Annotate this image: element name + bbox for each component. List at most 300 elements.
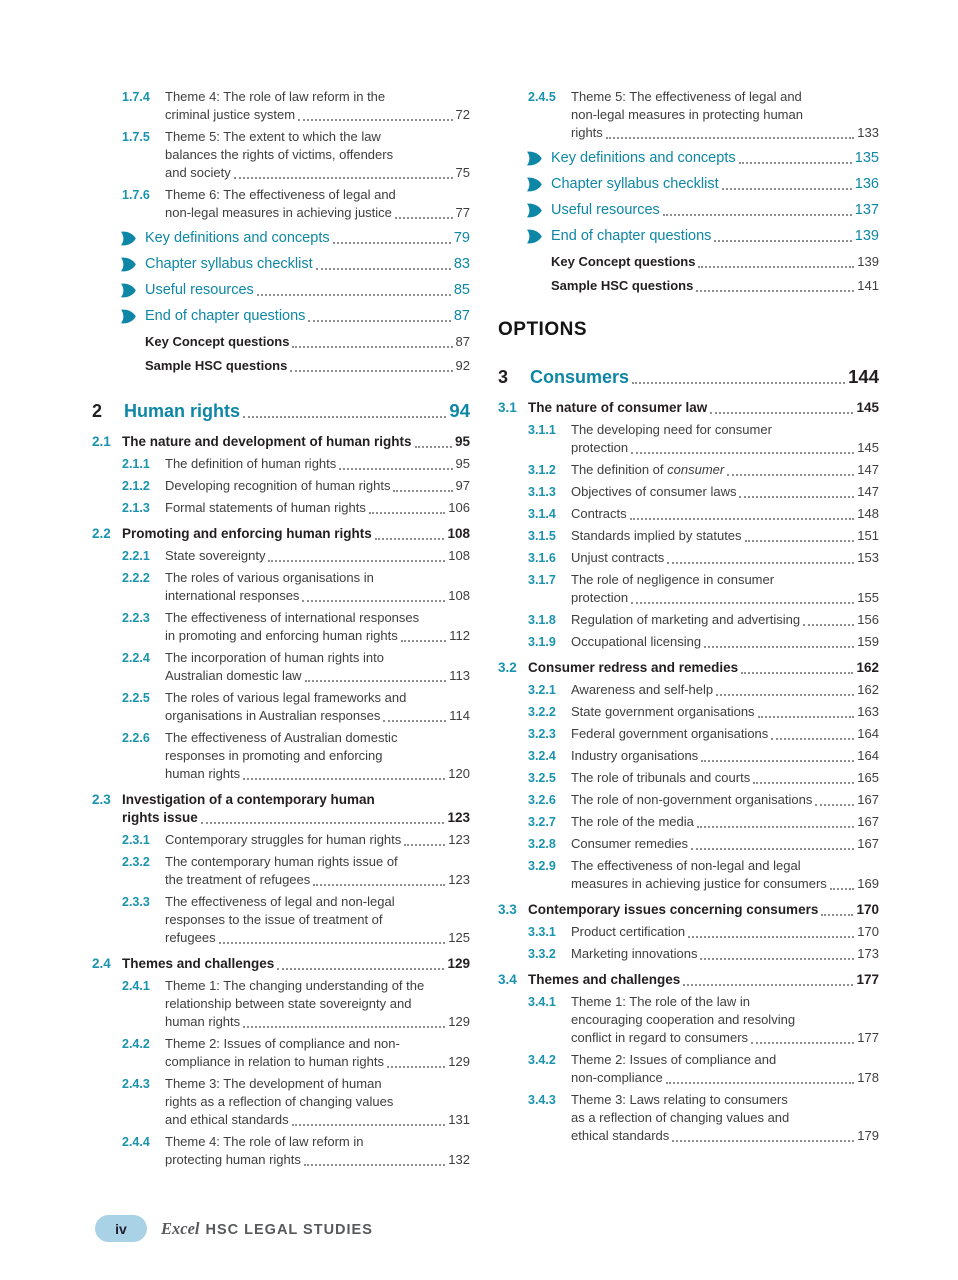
entry-line [571,725,879,743]
entry-lines [165,569,470,605]
bullet-label: Chapter syllabus checklist [145,256,313,272]
entry-line [571,571,879,589]
bullet-label: End of chapter questions [551,228,712,244]
entry-text [571,611,800,629]
entry-line [165,186,470,204]
entry-line [165,1111,470,1129]
page-number: 173 [857,946,879,961]
page-number: 95 [454,434,470,449]
entry-text-segment: refugees [165,930,216,945]
page-number: 139 [854,228,879,244]
page-number: 114 [449,708,470,723]
toc-entry-2-1-1 [92,455,470,473]
leader-dots [369,512,445,514]
entry-line [571,813,879,831]
entry-text [528,901,818,919]
toc-entry-3-2-4 [498,747,879,765]
leader-dots [710,412,853,414]
entry-text-segment: The incorporation of human rights into [165,650,384,665]
entry-number: 3.4.1 [528,995,556,1009]
bullet-label: Useful resources [551,202,660,218]
entry-text [571,875,827,893]
entry-lines [571,505,879,523]
entry-text-segment: Consumer remedies [571,836,689,851]
toc-entry-useful-resources [498,201,879,220]
toc-entry-1-7-5 [92,128,470,182]
toc-entry-3-1-7 [498,571,879,607]
entry-text-segment: and ethical standards [165,1112,289,1127]
entry-text-segment: rights issue [122,810,198,825]
toc-entry-2-4-1 [92,977,470,1031]
leader-dots [821,914,853,916]
leader-dots [387,1066,445,1068]
entry-text [571,124,603,142]
entry-text [165,455,336,473]
leader-dots [631,602,854,604]
entry-text-segment: Occupational licensing [571,634,702,649]
entry-lines [165,831,470,849]
entry-text [165,106,295,124]
toc-entry-key-concept-questions [92,333,470,351]
leader-dots [201,822,445,824]
entry-text-segment: Formal statements of human rights [165,500,366,515]
entry-line [165,649,470,667]
entry-lines [571,633,879,651]
entry-text [165,1151,301,1169]
entry-lines [571,527,879,545]
entry-lines [165,729,470,783]
entry-text-segment: The roles of various organisations in [165,570,374,585]
leader-dots [751,1042,854,1044]
entry-lines [528,901,879,919]
entry-text-segment: responses to the issue of treatment of [165,912,383,927]
toc-column-right [498,88,879,1173]
toc-entry-2-2-3 [92,609,470,645]
leader-dots [701,760,854,762]
book-title-series: HSC LEGAL STUDIES [205,1221,373,1238]
entry-text [165,477,390,495]
book-title-excel: Excel [161,1218,200,1238]
entry-lines [571,725,879,743]
entry-text-segment: The definition of [571,462,668,477]
toc-entry-2-3-2 [92,853,470,889]
page-number: 87 [455,334,470,349]
entry-text [571,725,768,743]
entry-number: 3.1.1 [528,423,556,437]
entry-line [528,971,879,989]
entry-text-segment: compliance in relation to human rights [165,1054,384,1069]
entry-text-segment: The effectiveness of international responses [165,610,420,625]
entry-number: 2.1.2 [122,479,150,493]
entry-line [165,893,470,911]
entry-line [165,729,470,747]
leader-dots [830,888,855,890]
leader-dots [753,782,854,784]
entry-text-segment: The effectiveness of non-legal and legal [571,858,801,873]
entry-line [571,1011,879,1029]
entry-number: 1.7.5 [122,130,150,144]
toc-entry-3-3-1 [498,923,879,941]
entry-text [122,525,372,543]
entry-text [165,707,380,725]
book-title [161,1219,373,1239]
entry-text-segment: and society [165,165,231,180]
entry-line [571,505,879,523]
entry-text-segment: State government organisations [571,704,755,719]
entry-line [122,955,470,973]
entry-lines [571,681,879,699]
entry-text: Key Concept questions [551,254,696,269]
entry-lines [571,1091,879,1145]
entry-number: 2.1.3 [122,501,150,515]
entry-text-segment: State sovereignty [165,548,266,563]
toc-entry-key-concept-questions [498,253,879,271]
entry-line [165,609,470,627]
toc-entry-sample-hsc-questions [498,277,879,295]
entry-text-segment: Theme 4: The role of law reform in [165,1134,364,1149]
entry-line [165,204,470,222]
page-number: 163 [857,704,879,719]
entry-line [571,875,879,893]
entry-line [165,1093,470,1111]
entry-line [165,1035,470,1053]
page-number: 156 [857,612,879,627]
entry-line [528,399,879,417]
entry-text [571,461,724,479]
page-number: 145 [856,400,879,415]
page-number: 108 [447,526,470,541]
entry-number: 3.2.5 [528,771,556,785]
entry-line [571,421,879,439]
entry-text [165,499,366,517]
entry-lines [165,649,470,685]
entry-text-segment: as a reflection of changing values and [571,1110,790,1125]
entry-line [571,549,879,567]
entry-text-segment: The definition of human rights [165,456,337,471]
leader-dots [606,137,855,139]
entry-line [165,1053,470,1071]
entry-line [165,667,470,685]
page-footer [95,1215,373,1242]
entry-text-segment: The effectiveness of Australian domestic [165,730,398,745]
entry-lines [122,791,470,827]
page-number: 72 [455,107,470,122]
entry-number: 2.1.1 [122,457,150,471]
arrow-bullet-icon [120,231,137,246]
entry-line [571,747,879,765]
entry-line [165,929,470,947]
entry-number: 3.4.2 [528,1053,556,1067]
page-number: 167 [857,814,879,829]
leader-dots [632,382,845,384]
entry-text-segment: Marketing innovations [571,946,698,961]
leader-dots [316,268,451,270]
entry-text-segment: Objectives of consumer laws [571,484,737,499]
entry-lines [571,813,879,831]
entry-lines [571,945,879,963]
entry-number: 2.2.1 [122,549,150,563]
entry-lines [165,128,470,182]
entry-lines [165,477,470,495]
toc-entry-2-4-5 [498,88,879,142]
entry-lines [571,923,879,941]
leader-dots [395,217,453,219]
page-number: 129 [448,1054,470,1069]
leader-dots [375,538,445,540]
leader-dots [404,844,445,846]
leader-dots [697,826,854,828]
leader-dots [277,968,444,970]
page-number: 155 [857,590,879,605]
leader-dots [691,848,854,850]
entry-line [165,871,470,889]
entry-line [165,499,470,517]
entry-number: 2.3.2 [122,855,150,869]
page-number: 179 [857,1128,879,1143]
page-number: 77 [455,205,470,220]
entry-lines [165,499,470,517]
entry-number: 3.2.4 [528,749,556,763]
page-number: 165 [857,770,879,785]
entry-line [571,589,879,607]
leader-dots [698,266,854,268]
leader-dots [714,240,851,242]
toc-entry-3-2-3 [498,725,879,743]
entry-line [165,831,470,849]
entry-line [528,901,879,919]
entry-line [165,1013,470,1031]
toc-entry-2-2 [92,525,470,543]
toc-column-left [92,88,470,1173]
entry-lines [571,611,879,629]
toc-entry-3-1 [498,399,879,417]
entry-lines [122,525,470,543]
entry-lines [571,703,879,721]
entry-line [571,1029,879,1047]
entry-line [571,791,879,809]
leader-dots [803,624,854,626]
leader-dots [298,119,453,121]
leader-dots [219,942,446,944]
entry-text-segment: conflict in regard to consumers [571,1030,749,1045]
entry-text-segment: the treatment of refugees [165,872,311,887]
chapter-number: 2 [92,401,103,421]
toc-entry-3-1-3 [498,483,879,501]
entry-line [165,995,470,1013]
entry-text-segment: Themes and challenges [122,956,275,971]
entry-text-segment: human rights [165,766,241,781]
entry-text [165,587,299,605]
leader-dots [290,370,452,372]
entry-text-segment: Investigation of a contemporary human [122,792,375,807]
entry-text-segment: The role of non-government organisations [571,792,813,807]
page-number: 141 [857,278,879,293]
bullet-label: Key definitions and concepts [551,150,736,166]
entry-text-italic: consumer [667,462,725,477]
entry-number: 3.1.3 [528,485,556,499]
page-number: 167 [857,836,879,851]
leader-dots [305,680,447,682]
page-number: 178 [857,1070,879,1085]
entry-number: 2.4.4 [122,1135,150,1149]
entry-text-segment: Regulation of marketing and advertising [571,612,801,627]
page-number-label: iv [115,1220,127,1237]
page-number: 108 [448,588,470,603]
entry-line [165,765,470,783]
entry-text [571,923,685,941]
arrow-bullet-icon [526,203,543,218]
page-number: 147 [857,462,879,477]
entry-text [528,399,707,417]
entry-lines [165,186,470,222]
entry-number: 3.3.2 [528,947,556,961]
entry-lines [571,461,879,479]
entry-text-segment: The effectiveness of legal and non-legal [165,894,395,909]
entry-line [571,769,879,787]
entry-line [165,88,470,106]
entry-line [571,1051,879,1069]
toc-entry-2-2-2 [92,569,470,605]
page-number: 108 [448,548,470,563]
toc-entry-options [498,319,879,341]
leader-dots [304,1164,445,1166]
part-heading: OPTIONS [498,319,588,340]
entry-text [122,809,198,827]
page-number: 162 [856,660,879,675]
entry-line [571,993,879,1011]
page-number: 123 [448,832,470,847]
entry-text-segment: Contemporary issues concerning consumers [528,902,819,917]
entry-text-segment: Awareness and self-help [571,682,714,697]
toc-entry-3-2-6 [498,791,879,809]
entry-lines [165,689,470,725]
leader-dots [739,496,854,498]
entry-number: 2.4.5 [528,90,556,104]
toc-entry-useful-resources [92,281,470,300]
entry-text-segment: Product certification [571,924,686,939]
page-number: 106 [448,500,470,515]
entry-number: 2.4.2 [122,1037,150,1051]
entry-line [165,455,470,473]
entry-text [165,831,401,849]
entry-line [165,1151,470,1169]
entry-lines [165,609,470,645]
page-number: 137 [854,202,879,218]
entry-text [571,813,694,831]
entry-number: 3.2.3 [528,727,556,741]
entry-number: 3.2.2 [528,705,556,719]
entry-text [165,871,310,889]
entry-line [165,587,470,605]
toc-entry-1-7-4 [92,88,470,124]
page-number: 170 [856,902,879,917]
entry-line [571,439,879,457]
toc-entry-2-1-2 [92,477,470,495]
leader-dots [333,242,451,244]
entry-text [571,633,701,651]
bullet-label: Key definitions and concepts [145,230,330,246]
entry-text-segment: Contemporary struggles for human rights [165,832,402,847]
page-number: 162 [857,682,879,697]
page-number: 159 [857,634,879,649]
arrow-bullet-icon [526,177,543,192]
leader-dots [268,560,445,562]
entry-lines [165,1035,470,1071]
entry-text [165,1013,240,1031]
entry-lines [528,659,879,677]
entry-line [571,857,879,875]
entry-lines [165,88,470,124]
toc-entry-3-4-2 [498,1051,879,1087]
entry-text-segment: Promoting and enforcing human rights [122,526,372,541]
toc-entry-3-4 [498,971,879,989]
entry-text [165,667,302,685]
page-number: 177 [857,1030,879,1045]
entry-text-segment: The role of negligence in consumer [571,572,775,587]
entry-line [571,1091,879,1109]
entry-text-segment: responses in promoting and enforcing [165,748,383,763]
toc-entry-3-1-8 [498,611,879,629]
page-number: 169 [857,876,879,891]
leader-dots [700,958,854,960]
entry-number: 3.1.9 [528,635,556,649]
entry-lines [571,421,879,457]
entry-line [571,106,879,124]
entry-text-segment: in promoting and enforcing human rights [165,628,398,643]
leader-dots [243,1026,445,1028]
entry-text-segment: The roles of various legal frameworks and [165,690,407,705]
page-number: 95 [455,456,470,471]
toc-entry-key-definitions-and-concepts [498,149,879,168]
entry-line [571,835,879,853]
entry-line [571,461,879,479]
entry-lines [122,433,470,451]
entry-lines [571,549,879,567]
entry-lines [165,1075,470,1129]
entry-number: 3.1.5 [528,529,556,543]
toc-entry-3-1-9 [498,633,879,651]
entry-number: 2.2.4 [122,651,150,665]
chapter-number: 3 [498,367,509,387]
entry-line [571,1109,879,1127]
entry-line [571,633,879,651]
toc-entry-2-4-4 [92,1133,470,1169]
entry-text-segment: rights as a reflection of changing values [165,1094,394,1109]
entry-text [122,955,274,973]
entry-text [165,204,392,222]
entry-line [165,977,470,995]
page-number-badge [95,1215,147,1242]
entry-lines [122,955,470,973]
entry-text [528,971,680,989]
entry-line [165,477,470,495]
entry-text-segment: Developing recognition of human rights [165,478,391,493]
entry-line [165,911,470,929]
entry-text [122,433,412,451]
entry-number: 3.1.4 [528,507,556,521]
entry-line [571,527,879,545]
entry-text [571,1069,663,1087]
entry-number: 2.4.1 [122,979,150,993]
entry-text [571,681,713,699]
leader-dots [630,518,855,520]
entry-lines [165,853,470,889]
page-number: 144 [848,366,879,387]
toc-entry-end-of-chapter-questions [498,227,879,246]
toc-entry-2-4-3 [92,1075,470,1129]
toc-entry-2-3-3 [92,893,470,947]
arrow-bullet-icon [120,309,137,324]
